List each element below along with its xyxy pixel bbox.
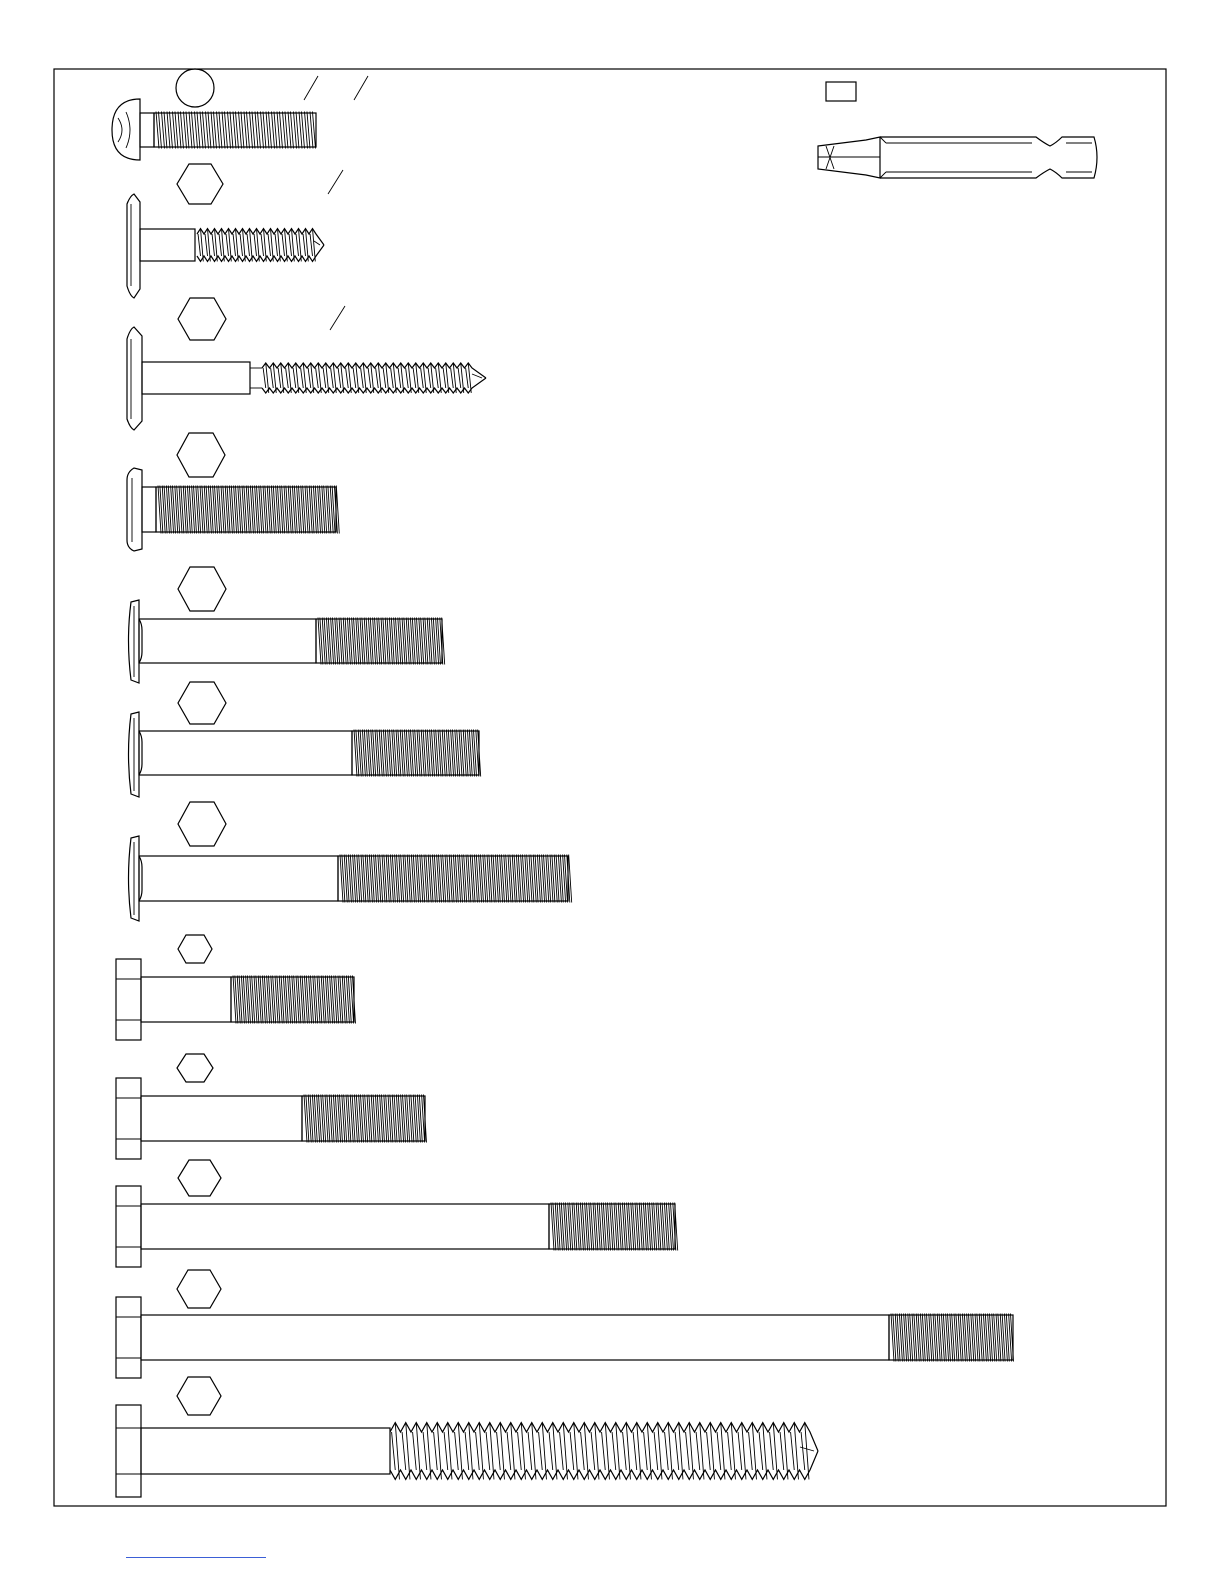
- hex-bolt-3: [116, 1160, 678, 1267]
- screwdriver-bit: [818, 82, 1097, 178]
- callout-box: [826, 82, 856, 101]
- neck: [142, 487, 156, 532]
- thread: [549, 1203, 678, 1251]
- thread: [197, 229, 324, 262]
- part-label-hexagon: [177, 433, 225, 477]
- wafer-head: [127, 194, 140, 298]
- part-label-hexagon: [177, 1377, 221, 1415]
- part-label-hexagon: [177, 164, 223, 204]
- shank: [139, 856, 338, 901]
- part-label-hexagon: [177, 1270, 221, 1308]
- pan-head-machine-screw: [112, 69, 368, 160]
- hex-head: [116, 1186, 141, 1267]
- bit-tip: [818, 137, 880, 178]
- thread: [338, 855, 572, 903]
- thread: [302, 1095, 426, 1143]
- shank: [139, 619, 316, 663]
- shank: [141, 1428, 390, 1474]
- part-label-hexagon: [178, 1160, 221, 1196]
- part-label-hexagon: [178, 802, 226, 846]
- shank: [141, 1204, 549, 1249]
- hex-head: [116, 1078, 141, 1159]
- shank: [141, 1315, 889, 1360]
- shank: [139, 731, 352, 775]
- part-label-hexagon: [178, 567, 226, 611]
- hex-bolt-4: [116, 1270, 1013, 1378]
- dimension-tick: [354, 76, 368, 100]
- thread: [154, 112, 316, 149]
- thread: [316, 618, 445, 665]
- neck: [140, 113, 154, 147]
- dimension-tick: [330, 306, 345, 330]
- wafer-head-wood-screw-long: [127, 298, 486, 430]
- shank: [141, 1096, 302, 1141]
- wafer-head: [127, 327, 142, 430]
- truss-head: [127, 468, 142, 551]
- flat-head-bolt-1: [129, 567, 445, 683]
- hex-head: [116, 1297, 141, 1378]
- shank: [140, 229, 195, 261]
- hex-bolt-1: [116, 935, 355, 1040]
- thread: [262, 363, 486, 393]
- part-label-hexagon: [178, 298, 226, 340]
- shank: [142, 362, 250, 394]
- thread: [390, 1423, 818, 1480]
- shank: [141, 977, 231, 1022]
- thread: [352, 730, 481, 777]
- thread: [156, 486, 339, 534]
- thread: [231, 976, 355, 1024]
- wafer-head-wood-screw-short: [127, 164, 343, 298]
- flat-head-bolt-2: [129, 682, 481, 797]
- hex-bolt-2: [116, 1054, 426, 1159]
- truss-head-bolt: [127, 433, 339, 551]
- footer-link[interactable]: [126, 1557, 266, 1558]
- flat-head-bolt-3: [129, 802, 572, 921]
- dimension-tick: [304, 76, 318, 100]
- thread: [889, 1314, 1013, 1362]
- part-label-hexagon: [178, 682, 226, 724]
- hex-lag-screw: [116, 1377, 818, 1497]
- dimension-tick: [328, 170, 343, 194]
- hex-head: [116, 959, 141, 1040]
- part-label-hexagon: [177, 1054, 213, 1082]
- hex-head: [116, 1405, 141, 1497]
- part-label-circle: [176, 69, 214, 107]
- pan-head: [112, 99, 140, 160]
- part-label-hexagon: [178, 935, 212, 963]
